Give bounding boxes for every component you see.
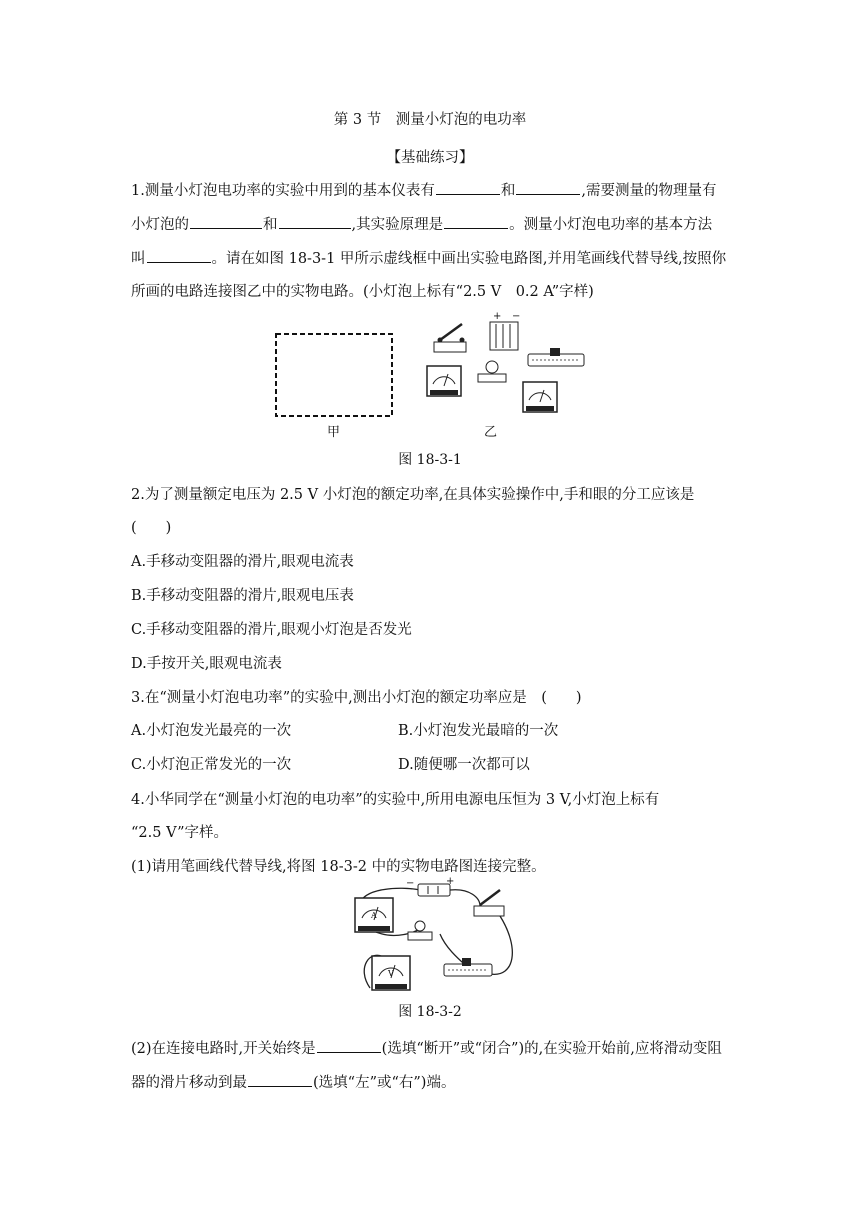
q3-stem: 3.在“测量小灯泡电功率”的实验中,测出小灯泡的额定功率应是 ( ) — [131, 690, 582, 706]
q4-part-2-cont — [131, 1072, 455, 1093]
q1-text: 。测量小灯泡电功率的基本方法 — [509, 217, 713, 233]
q1-line-4: 所画的电路连接图乙中的实物电路。(小灯泡上标有“2.5 V 0.2 A”字样) — [131, 284, 594, 300]
svg-text:−: − — [406, 878, 415, 889]
q1-text: 叫 — [131, 251, 146, 267]
q2-option-b[interactable]: B.手移动变阻器的滑片,眼观电压表 — [131, 588, 354, 604]
answer-blank[interactable] — [444, 214, 508, 229]
answer-blank[interactable] — [436, 180, 500, 195]
q1-text: 。请在如图 18-3-1 甲所示虚线框中画出实验电路图,并用笔画线代替导线,按照你 — [211, 251, 727, 267]
answer-blank[interactable] — [190, 214, 262, 229]
q2-answer-paren[interactable]: ( ) — [131, 520, 172, 536]
rheostat-icon — [528, 348, 584, 366]
q4-text: 器的滑片移动到最 — [131, 1075, 247, 1091]
q1-text: 和 — [263, 217, 278, 233]
svg-text:−: − — [512, 311, 521, 322]
q1-text: ,需要测量的物理量有 — [581, 183, 717, 199]
figure-caption: 图 18-3-1 — [398, 452, 462, 468]
answer-blank[interactable] — [317, 1038, 381, 1053]
q2-line-1: 2.为了测量额定电压为 2.5 V 小灯泡的额定功率,在具体实验操作中,手和眼的分工应该是 — [131, 487, 695, 503]
q1-line-3 — [131, 248, 726, 269]
practice-heading: 【基础练习】 — [386, 150, 474, 166]
voltmeter-icon — [372, 956, 410, 990]
q4-text: (2)在连接电路时,开关始终是 — [131, 1041, 316, 1057]
q2-option-c[interactable]: C.手移动变阻器的滑片,眼观小灯泡是否发光 — [131, 622, 412, 638]
q3-option-d[interactable]: D.随便哪一次都可以 — [398, 757, 530, 773]
q3-option-c[interactable]: C.小灯泡正常发光的一次 — [131, 757, 292, 773]
q3-option-a[interactable]: A.小灯泡发光最亮的一次 — [131, 723, 292, 739]
bulb-icon — [408, 921, 432, 940]
q1-line-2 — [131, 214, 712, 235]
q4-line-2: “2.5 V”字样。 — [131, 825, 228, 841]
answer-blank[interactable] — [147, 248, 211, 263]
svg-text:+: + — [493, 311, 502, 322]
section-title: 第 3 节 测量小灯泡的电功率 — [333, 112, 527, 128]
bulb-icon — [478, 361, 506, 382]
ammeter-icon — [427, 366, 461, 396]
circuit-diagram-dashed-box[interactable] — [276, 334, 392, 416]
figure-label-yi: 乙 — [484, 425, 498, 440]
answer-blank[interactable] — [248, 1072, 312, 1087]
q1-text: ,其实验原理是 — [351, 217, 444, 233]
svg-text:A: A — [371, 911, 377, 920]
q1-text: 1.测量小灯泡电功率的实验中用到的基本仪表有 — [131, 183, 435, 199]
figure-18-3-2 — [0, 878, 860, 1008]
switch-icon — [474, 890, 504, 916]
battery-icon — [406, 876, 454, 896]
voltmeter-icon — [523, 382, 557, 412]
q3-option-b[interactable]: B.小灯泡发光最暗的一次 — [398, 723, 559, 739]
switch-icon — [434, 324, 466, 352]
q1-text: 和 — [500, 183, 516, 199]
svg-text:V: V — [388, 969, 394, 978]
q1-text: 小灯泡的 — [131, 217, 189, 233]
q1-line-1 — [131, 180, 716, 201]
ammeter-icon — [355, 898, 393, 932]
answer-blank[interactable] — [279, 214, 351, 229]
figure-label-jia: 甲 — [327, 425, 341, 440]
q2-option-a[interactable]: A.手移动变阻器的滑片,眼观电流表 — [131, 554, 354, 570]
q4-line-1: 4.小华同学在“测量小灯泡的电功率”的实验中,所用电源电压恒为 3 V,小灯泡上标有 — [131, 792, 660, 808]
q4-part-1: (1)请用笔画线代替导线,将图 18-3-2 中的实物电路图连接完整。 — [131, 859, 546, 875]
battery-icon — [490, 311, 520, 350]
figure-18-3-1 — [0, 310, 860, 450]
q4-text: (选填“左”或“右”)端。 — [313, 1075, 456, 1091]
q4-part-2 — [131, 1038, 722, 1059]
svg-text:+: + — [446, 876, 455, 887]
q2-option-d[interactable]: D.手按开关,眼观电流表 — [131, 656, 282, 672]
rheostat-icon — [444, 958, 492, 976]
q4-text: (选填“断开”或“闭合”)的,在实验开始前,应将滑动变阻 — [381, 1041, 722, 1057]
figure-caption: 图 18-3-2 — [398, 1004, 462, 1020]
answer-blank[interactable] — [516, 180, 580, 195]
